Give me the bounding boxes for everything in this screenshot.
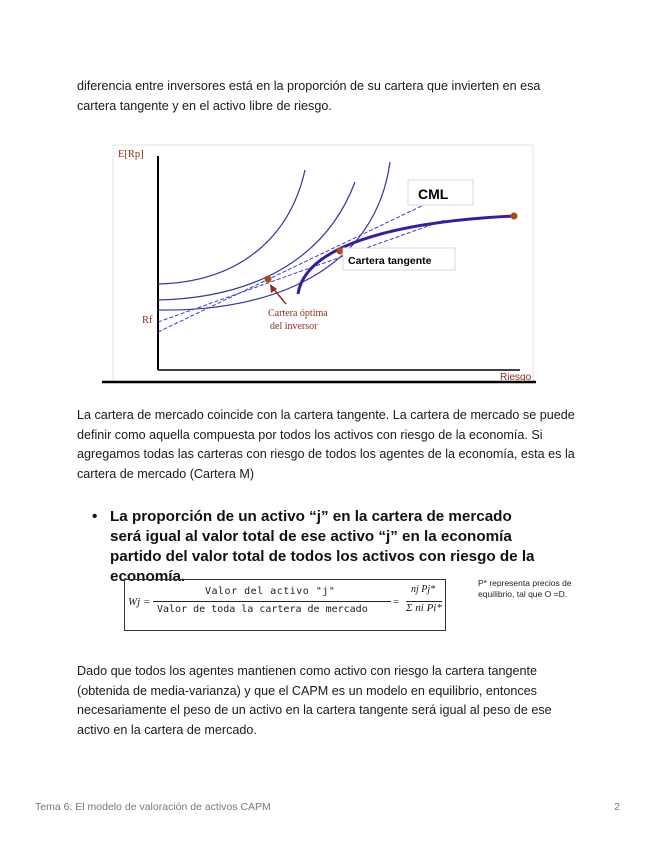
- frontier-end-point: [511, 213, 518, 220]
- page-number: 2: [614, 801, 620, 813]
- conclusion-paragraph: Dado que todos los agentes mantienen como activo con riesgo la cartera tangente (obtenida de media-varianza) y que el CAPM es un modelo en equilibrio, entonces necesariamente el peso de un activo en la cartera tangente será igual al peso de ese activo en la cartera de mercado.: [77, 664, 552, 737]
- bullet-marker: •: [92, 508, 98, 525]
- tangent-label: Cartera tangente: [348, 255, 432, 267]
- x-axis-label: Riesgo: [500, 372, 532, 383]
- formula-denominator: Valor de toda la cartera de mercado: [157, 604, 368, 615]
- cml-chart: [100, 142, 538, 387]
- cml-label: CML: [418, 186, 449, 202]
- footer-title: Tema 6: El modelo de valoración de activos CAPM: [35, 801, 271, 813]
- optimal-label-2: del inversor: [270, 321, 318, 332]
- market-paragraph: La cartera de mercado coincide con la cartera tangente. La cartera de mercado se puede definir como aquella compuesta por todos los activos con riesgo de la economía. Si agregamos todas las carteras con riesgo de todos los agentes de la economía, esta es la cartera de mercado (Cartera M): [77, 408, 575, 481]
- rf-label: Rf: [142, 315, 153, 326]
- optimal-label: Cartera óptima: [268, 308, 328, 319]
- formula-rhs-denominator: Σ ni Pi*: [406, 602, 442, 614]
- indifference-curve: [158, 170, 305, 284]
- bullet-text: La proporción de un activo “j” en la cartera de mercado será igual al valor total de ese activo “j” en la economía partido del valor total de todos los activos con riesgo de la economía.: [110, 508, 535, 585]
- formula-numerator: Valor del activo "j": [205, 586, 336, 597]
- tangent-portfolio-point: [337, 248, 344, 255]
- optimal-portfolio-point: [265, 276, 272, 283]
- formula-rhs-numerator: nj Pj*: [411, 584, 436, 595]
- y-axis-label: E[Rp]: [118, 149, 144, 160]
- formula-note: P* representa precios de equilibrio, tal que O =D.: [478, 578, 572, 599]
- tangent-line: [158, 220, 445, 322]
- page-footer: [35, 801, 620, 813]
- weight-formula: [124, 579, 446, 631]
- fraction-bar: [153, 601, 391, 602]
- formula-lhs: Wj =: [128, 596, 151, 608]
- indifference-curve: [158, 182, 355, 300]
- intro-paragraph: diferencia entre inversores está en la proporción de su cartera que invierten en esa cartera tangente y en el activo libre de riesgo.: [77, 79, 541, 113]
- cml-figure: [100, 142, 538, 387]
- formula-equals: =: [393, 596, 400, 608]
